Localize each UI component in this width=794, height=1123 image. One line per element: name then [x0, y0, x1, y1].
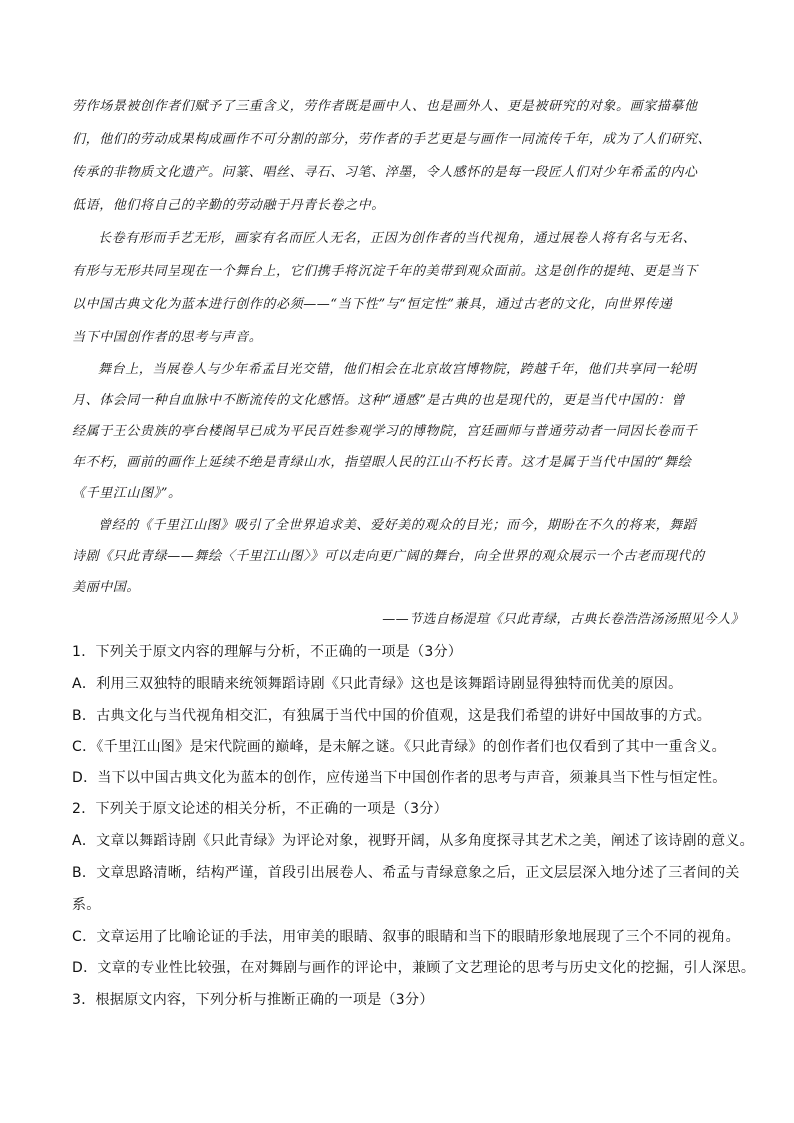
question-1-stem: 1．下列关于原文内容的理解与分析，不正确的一项是（3分） [72, 644, 463, 660]
paragraph-4-line: 诗剧《只此青绿——舞绘〈千里江山图〉》可以走向更广阔的舞台，向全世界的观众展示一个古老而现代的 [72, 549, 705, 564]
paragraph-1-line: 传承的非物质文化遗产。问篆、唱丝、寻石、习笔、淬墨，令人感怀的是每一段匠人们对少年希孟的内心 [72, 165, 698, 180]
paragraph-1-line: 低语，他们将自己的辛勤的劳动融于丹青长卷之中。 [72, 198, 385, 213]
question-2-stem: 2．下列关于原文论述的相关分析，不正确的一项是（3分） [72, 801, 448, 817]
paragraph-4-line: 美丽中国。 [72, 580, 141, 595]
paragraph-2-line: 长卷有形而手艺无形，画家有名而匠人无名，正因为创作者的当代视角，通过展卷人将有名与无名、 [98, 231, 697, 246]
source-attribution: ——节选自杨湜瑄《只此青绿，古典长卷浩浩汤汤照见今人》 [382, 612, 744, 627]
paragraph-1-line: 劳作场景被创作者们赋予了三重含义，劳作者既是画中人、也是画外人、更是被研究的对象。画家描摹他 [72, 99, 698, 114]
question-2-option-d: D．文章的专业性比较强，在对舞剧与画作的评论中，兼顾了文艺理论的思考与历史文化的挖掘，引人深思。 [72, 960, 756, 976]
paragraph-3-line: 《千里江山图》”。 [72, 486, 182, 501]
paragraph-3-line: 月、体会同一种自血脉中不断流传的文化感悟。这种“通感”是古典的也是现代的，更是当代中国的：曾 [72, 393, 685, 408]
paragraph-2-line: 当下中国创作者的思考与声音。 [72, 330, 263, 345]
paragraph-2-line: 有形与无形共同呈现在一个舞台上，它们携手将沉淀千年的美带到观众面前。这是创作的提纯、更是当下 [72, 264, 698, 279]
question-2-option-c: C．文章运用了比喻论证的手法，用审美的眼睛、叙事的眼睛和当下的眼睛形象地展现了三个不同的视角。 [72, 929, 740, 945]
question-1-option-b: B．古典文化与当代视角相交汇，有独属于当代中国的价值观，这是我们希望的讲好中国故事的方式。 [72, 708, 712, 724]
question-1-option-c: C．《千里江山图》是宋代院画的巅峰，是未解之谜。《只此青绿》的创作者们也仅看到了其中一重含义。 [72, 739, 726, 755]
question-2-option-a: A．文章以舞蹈诗剧《只此青绿》为评论对象，视野开阔，从多角度探寻其艺术之美，阐述了该诗剧的意义。 [72, 833, 754, 849]
question-1-option-a: A．利用三双独特的眼睛来统领舞蹈诗剧《只此青绿》这也是该舞蹈诗剧显得独特而优美的原因。 [72, 676, 683, 692]
paragraph-3-line: 年不朽，画前的画作上延续不绝是青绿山水，指望眼人民的江山不朽长青。这才是属于当代中国的“舞绘 [72, 455, 692, 470]
paragraph-3-line: 经属于王公贵族的亭台楼阁早已成为平民百姓参观学习的博物院，宫廷画师与普通劳动者一同因长卷而千 [72, 424, 698, 439]
paragraph-4-line: 曾经的《千里江山图》吸引了全世界追求美、爱好美的观众的目光；而今，期盼在不久的将来，舞蹈 [98, 518, 697, 533]
paragraph-2-line: 以中国古典文化为蓝本进行创作的必须——“当下性”与“恒定性”兼具，通过古老的文化，向世界传递 [72, 297, 673, 312]
question-1-option-d: D．当下以中国古典文化为蓝本的创作，应传递当下中国创作者的思考与声音，须兼具当下性与恒定性。 [72, 770, 727, 786]
paragraph-1-line: 们，他们的劳动成果构成画作不可分割的部分，劳作者的手艺更是与画作一同流传千年，成为了人们研究、 [72, 132, 712, 147]
question-3-stem: 3．根据原文内容，下列分析与推断正确的一项是（3分） [72, 992, 434, 1008]
question-2-option-b-cont: 系。 [72, 897, 101, 913]
question-2-option-b: B．文章思路清晰，结构严谨，首段引出展卷人、希孟与青绿意象之后，正文层层深入地分述了三者间的关 [72, 865, 740, 881]
paragraph-3-line: 舞台上，当展卷人与少年希孟目光交错，他们相会在北京故宫博物院，跨越千年，他们共享同一轮明 [98, 362, 697, 377]
